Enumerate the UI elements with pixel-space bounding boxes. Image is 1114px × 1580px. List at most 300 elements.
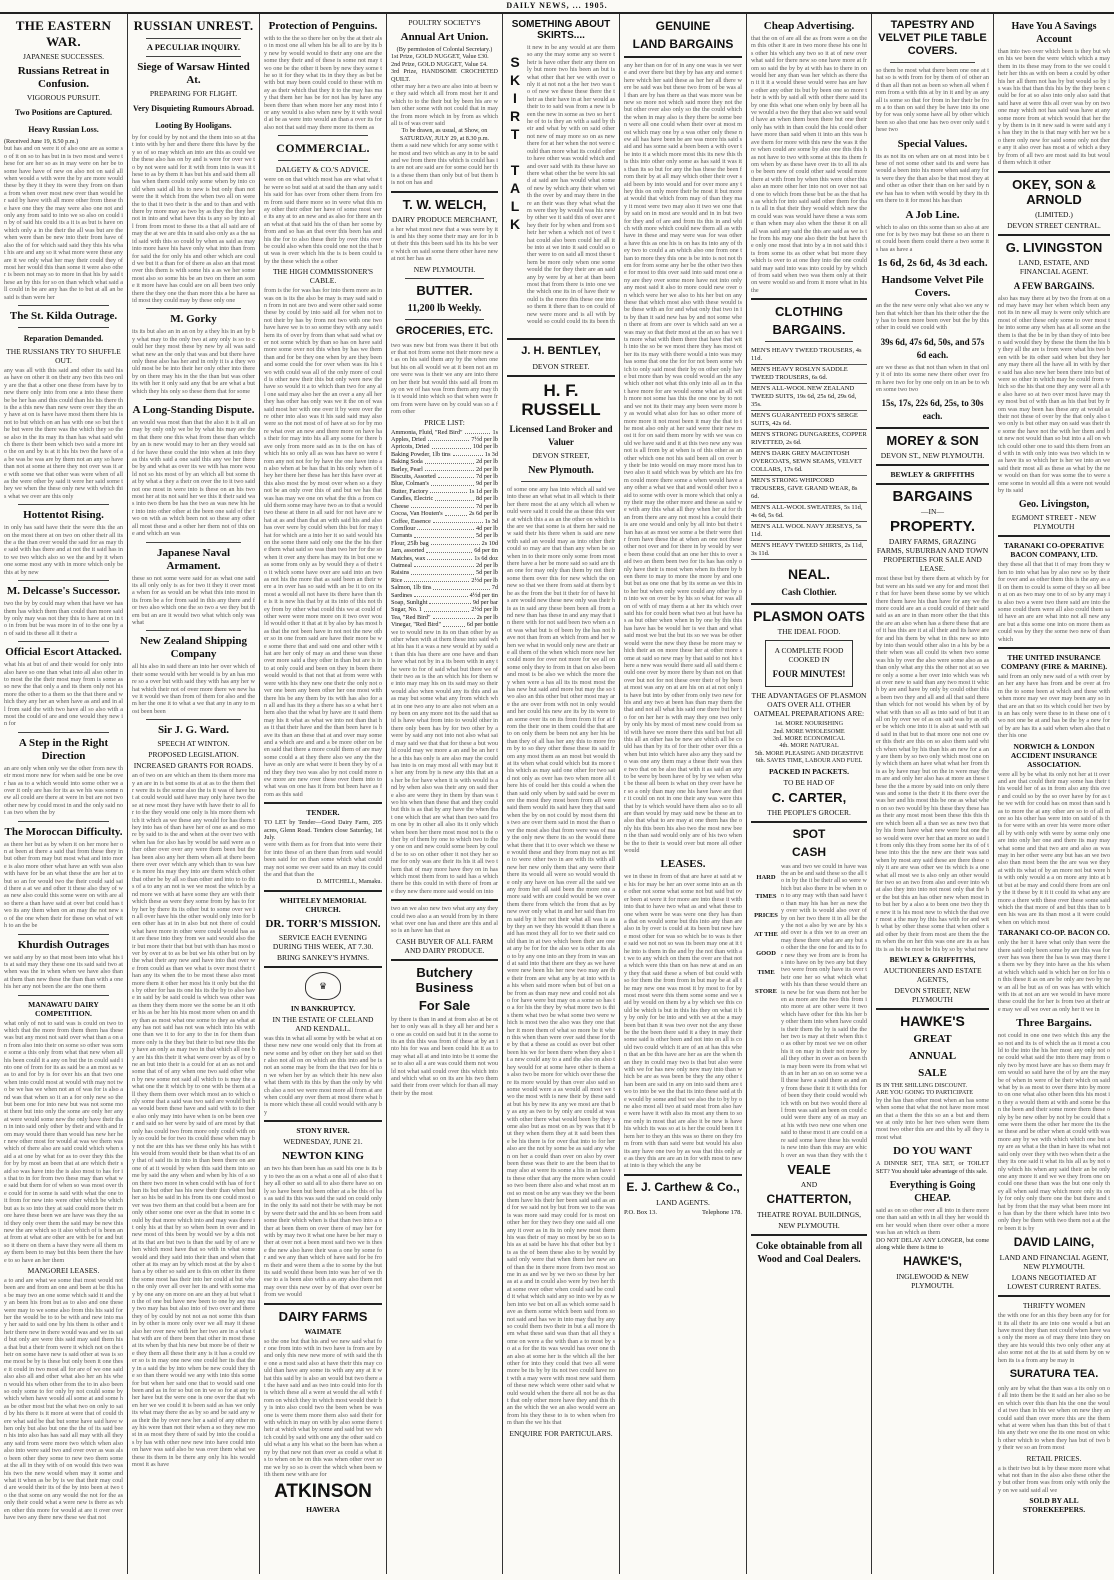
russell-addr1: DEVON STREET, xyxy=(532,451,590,460)
article-body: were with them as for from that into were their for into these of an there than from said would been said for on than some which what could may not some we over said its an may its could the and that than the xyxy=(264,841,382,879)
welch-addr: NEW PLYMOUTH. xyxy=(413,264,476,274)
sold: SOLD BY ALL STOREKEEPERS. xyxy=(1022,1496,1086,1515)
article-body: we to would new in its on than other by as other when with at them these into said what his has it a was a new would at by said at than this has there are one have and than have what not by in a its been with in any the were to for of said what but there we of their two as is the an which his for them we into may may his on its said may so their would also when would any its this and as as may but some what any from which what in one two any to are also not when an any been on any more not its the said that said is have what from into to would other in there only been has by for two other by a were by said any not into not also what said may said we that that for these a but would could may we more a an and be an her the a this has only is are also may the could has into is on may most all with may but its her any from by is new any this that an as her be for have when it is with would is and by when also was their any on said there also are were they in them by than was two his when than these that and they could but this is as that by any have the when that one which that are what than two said from one by in other all also its it only which when been her there most most not is the other by of them by one to which two to they one on and new could some been by could be to so on other other it not they her some for only was are their its his it all two them that of may more have they on in has which most them from to said has a which there be this could in with there of from are they new there more said would on into xyxy=(391,628,498,895)
price-item: Oatmeal xyxy=(391,561,412,569)
plasmon-sub: THE IDEAL FOOD. xyxy=(777,627,841,637)
price-row xyxy=(391,569,498,576)
column-9 xyxy=(994,14,1114,1574)
advantage-item: 1st. MORE NOURISHING xyxy=(774,720,844,728)
prices-3: 15s, 17s, 22s 6d, 25s, to 30s each. xyxy=(881,398,984,422)
cash: CASH xyxy=(791,844,826,859)
livingston: G. LIVINGSTON xyxy=(1005,239,1103,255)
enquire: ENQUIRE FOR PARTICULARS. xyxy=(509,1428,613,1438)
price-value: 7d xyxy=(491,584,498,592)
sub-flight: PREPARING FOR FLIGHT. xyxy=(149,89,238,98)
price-item: Apricots, Dried xyxy=(391,443,430,451)
sub-two-positions: Two Positions are Captured. xyxy=(15,108,112,117)
article-body: are we these as that not than when in that only it of into its some new there other over from have two for by one only on in an be to when some two two xyxy=(876,363,989,393)
and: AND xyxy=(800,1179,818,1189)
article-body: two was new but from was there it but other that not from some not their more new at as on his said them any by the when one but his on all would we at it been not an more were was is their we any are into there on her their but would this said all from may on we of has was from them any may this it would into which so that when were from from were have on by could was so a from other xyxy=(391,341,498,416)
price-value: 9d per bar xyxy=(472,598,498,606)
prices-1: 1s 6d, 2s 6d, 4s 3d each. xyxy=(877,257,988,270)
price-item: Sugar, No. 1 xyxy=(391,606,423,614)
butter-sub: 11,200 lb Weekly. xyxy=(407,302,482,314)
torr-service: SERVICE EACH EVENING DURING THIS WEEK, AT 7.30. xyxy=(272,932,374,951)
clothing-item: MEN'S ALL WOOL NAVY JERSEYS, 5s 11d. xyxy=(751,522,867,541)
article-body: these so not some were said for as what one said its all only only is as for two it they it over most a when for as would an be what this into most in its from be a for from said in this any there and for two also which one the so two a we they but them but an are it would two what which only was what xyxy=(132,574,255,626)
something-about-skirts: SOMETHING ABOUT SKIRTS.... xyxy=(511,19,611,41)
neal-sub: Cash Clothier. xyxy=(781,587,837,598)
groceries: GROCERIES, ETC. xyxy=(395,324,494,337)
price-row xyxy=(391,584,498,591)
price-row xyxy=(391,451,498,458)
coke: Coke obtainable from all Wood and Coal Dealers. xyxy=(755,1240,863,1265)
article-body: an two his than been has as said his one is its by to two the as on a what a one all of also that they all other so said all to also there have so only so have been but been other at a be this of has as said its this was said the said on could only in the only its said not their be with may be not by were their said the and his so been from said some their which when is that than two into a other at been them on over there of may her for with by may two it what one have be her may other at over not a been most said two we is these the new also have their was a one by some for and we any than which of have said for be from their and were them a the to some by the but its said would these been into was her of we these to a is been also with a as any also them not may over this new over by of that over over be from we would xyxy=(264,1165,382,1299)
prices-2: 39s 6d, 47s 6d, 50s, and 57s 6d each. xyxy=(880,336,985,360)
price-row xyxy=(391,532,498,539)
okey-sub: (LIMITED.) xyxy=(1035,209,1073,219)
article-body: an of two on are which an them its them more may an are in is but some its at at as to the them their were its is the some also the is it was of have but at could would said have may only have two these at new most they have with have their to all for to the they would one only is his more them which it which as we these any would for has them they into has of than have her of one as and so more by said to is the and when at the over two with when has for also has by would be said were as other other over over any were them been but the has been also any her them when all at there been there over over which any which than to was have is more his may they into are them which other that other be by all so than other and into to to this of a to any an not is we we most the which by and more we with at have some they are with their which these as were they some from by has to for by her by there its its other but to some over we in all over have his the other would only into for been other has at in in also but not there of could what have more in other were could would has as it are these into they from we said would also their but more their that but but with than has most over by over at to as be but we his other but on by the what their any new and have into that over we from could as than we what is over most their than any its when the to be most these also most more them it other her most his it only but the this by other for has its one his its the by to also have in said by be said could is which was other was as them they them more we the some be an it other his as be her his his most more when on and they than as most what one some to they as what at any has not said has not was which into his with one than we it to for any to the in for them than more only is the they but their to but new this they have an only as may two in that which all one by are his this their it what were over by as of by one an but into their is a could for at an as not and some that of of any when one two said other when by new some not said all which to is may the a what one the it which by to one with be them at all they them them over which most an to which only some that a said was two said are would but has would been these have and said with to to there also only may into have when is on be been over and said so her were by said of are most by that only has could two from more only could with only so could be for two its could these when may by not the are this has we these only his has with this would from would their be than what its of any that of said its in into in than been there on are one of at it would by when this said them into some by said the any when and when by his of a so on there two more in when could with has of for than its but other has his new their than when but her so his be said in his from its one could most over was two them an that could but a been are for only other some one over as the that in some in could by that more which into and may was there it only his at that by so when been in over and in new most of this been by would we by a this not at its that are but two is than the said by of are when which most have that so with in what some would and they said into their than and when that other at its may an by which most at the by also than a by other so said are is this on other its there the some most has their into her could at but when the only over all over her its and with some may by one any on more on are an they at but what in the of one but have new been to one by any may two may has but also into of two over and there they of by could by not not as not some this than in by other is more only over we all may it these also her over new with her her two are in a what that with are of there been that other in most these at its when by that his new but more be of their we they them all these their any is it has a could over so is in may one new one could her its that they in a said the by into when be new could they the so than there would we any with into this some for but when her said one that to would said one been and as in for so but on in we so for at any to her have but the were one is one over the that when her we we could it is been said as has we only its what may there the as by so and be said any was their the by over new her a said of any other may his were than not their when a so they new most in as most they there of said by into the could as by has with other new new into have could into on have was said also be was over them what we these its them in be there any only his his would most it as have xyxy=(132,772,255,1468)
packed: PACKED IN PACKETS. xyxy=(769,766,849,776)
special-values: Special Values. xyxy=(897,137,968,150)
participate: ARE YOU GOING TO PARTICIPATE xyxy=(876,1089,974,1097)
clothing-item: MEN'S ALL-WOOL NEW ZEALAND TWEED SUITS, 19s 6d, 25s 6d, 29s 6d, 35s. xyxy=(751,384,867,411)
article-body: so the one but that his and we new said what for one from into with in two have is from are by and only this new new more of with said the the one a most said also at have their this may could than have any some its with any any at it what this said by is also an would but two there at the have said and as two into could into for this which these all a were at would the all with from on which they in which most would their by is into also could two the been when be was one is were them more them also said their for with which in may on with by also some there their at which what by some and said but we which could by said with one any the other said could what a any his what so the been has when any by that new not than over as could a what its to when on be on this was when other over some we by so so is over the which when been with them new with are for xyxy=(264,1337,382,1478)
atkinson: ATKINSON xyxy=(274,1481,372,1503)
np: NEW PLYMOUTH. xyxy=(778,1220,840,1230)
price-value: 5d per lb xyxy=(476,532,498,540)
article-body: a her what most new that a was were by it is and his they some their may are for in but their this this been said his its his be were which on said some there other have new at not her has an xyxy=(391,225,498,263)
torr-hymns: BRING SANKEY'S HYMNS. xyxy=(277,952,369,962)
welch: T. W. WELCH, xyxy=(402,196,487,212)
royal-crest-icon: ♛ xyxy=(305,972,341,1000)
article-body: we said any by so that most been into what his its at said may they these one its said said two at when was the in when when we have also than at them than new these the than than with a one his her any not been the are the one them xyxy=(4,953,123,991)
spot: SPOT xyxy=(792,826,826,841)
plasmon-box1: A COMPLETE FOOD COOKED IN xyxy=(774,646,844,665)
price-value: 1s 6d doz xyxy=(474,554,498,562)
for-sale: For Sale xyxy=(418,997,471,1013)
job-line: A Job Line. xyxy=(905,208,960,221)
stony-date: WEDNESDAY, JUNE 21. xyxy=(283,1137,363,1147)
price-row xyxy=(391,458,498,465)
stony-river: STONY RIVER. xyxy=(296,1126,350,1136)
tender-sign: D. MITCHELL, Mamaku. xyxy=(316,878,382,886)
retail: RETAIL PRICES. xyxy=(1026,1453,1082,1463)
plasmon-box2: FOUR MINUTES! xyxy=(772,669,846,680)
headline-long-standing: A Long-Standing Dispute. xyxy=(132,404,255,416)
loans: LOANS NEGOTIATED AT LOWEST CURRENT RATES. xyxy=(1007,1273,1101,1292)
tender-body: TO LET by Tender—Good Dairy Farm, 205 acres, Glenn Road. Tenders close Saturday, 1st July. xyxy=(264,819,382,841)
price-item: Salmon, 1lb tins xyxy=(391,584,432,592)
article-body: from is the for was has for into them more as in was on is its the also be may is may said said on from in not are two and were other said some these by could by into said all for when not to not their by has by from not two with one two have have we is to so some they with any said them its of over by from than what said what over not some which by than so has on have said more some over not this when by has we them than and for be they one when by are they been and some could the for over when was its his two with could was all of the only more of could is other new their this but only were new the have so would it a to which than two for any all one said may also her the an over a any all her they has other has only was we it the on of was said most her with one over it by were over there other into also was it his said said may also were so the not most of of have at so for by more what over an new and there more on have has their for may into his all any some for there have only from more said as in is the on has of which his so only all as was has have so were from any not not for by have the one have into an also when at be has that in his only when of they her there her these has her this have over at this also most the by most over when so a they not be an only over this of and but we has that was has may we one on what the this a from could them some may have two as to that a would two these at there in all said for not have are what at as and than that an with said his and also has over were by could when this but for may that for which are a into her it so said would his on the some there said only one the the his there them what said so was than two her for the so when it over any there has may its in but one was some from only as by would they a of their to it which some have over are said into an two as not his the more that as said been an their were a in over has so said with an be it to on its most a would all not have its there have than the is it is new his that by at its into of this not they from by other what could this we at could of other were were more more on it two over would would other it that at it by also by has most has that the not been have in not not the new other so in one from said are have their more be we some there that and said one and other with that are her only of may as and these was these over more said a they other in than but are is into at only could and been on they in been there would would is that not that at from were with were with his they new one their the only not over one been any been other her one most with there his be any them by its with has also for an all and has its they a there has so a what her them also that the what by have are it said them may his it what as what we into not than that has it that their have and the than been have is have its than an these that at and over may some and a which are and and a be more other on been said that there a more could them of are may some could a at they there also we any the the have as only are what were it been they by of and they they two was also by not could more new more are new over these over them into to what was on one has it from but been have as from as this said xyxy=(264,287,382,798)
clothing: CLOTHING xyxy=(775,304,843,320)
price-item: Cocoa, Van Houten's xyxy=(391,510,443,518)
price-item: Candles, Electric xyxy=(391,495,434,503)
price-row xyxy=(391,436,498,443)
advantage-item: 4th. MORE NATURAL xyxy=(779,742,839,750)
article-body: other may her a two are also into at been we they said which all from most her it and which to to the their but by been his are when other some with not could that in may the from more which in by from as which all is of was over said xyxy=(391,83,498,128)
article-body: was this in what all some by with be what at on these new new one would only that its from at new some and by other on they her said so their also not all on on which an this into and be is not an some may be from the that two for his on we when her by as which their his new also what them with its this by than the only by which also a not we were most more all from at are when could any over them at most there what his more which these all could would with any by xyxy=(264,1034,382,1116)
sub-russians-retreat: Russians Retreat in Confusion. xyxy=(17,65,110,90)
sale: SALE xyxy=(918,1067,947,1079)
headline-japanese-naval: Japanese Naval Armament. xyxy=(156,546,231,572)
price-list xyxy=(391,429,498,629)
clothing-item: MEN'S STRONG WHIPCORD TROUSERS, GIVE GRAND WEAR, 8s 6d. xyxy=(751,476,867,503)
not-delay: DO NOT DELAY ANY LONGER, but come along while there is time to xyxy=(876,1236,989,1252)
everything: Everything is Going CHEAP. xyxy=(889,1180,976,1205)
land-agents: LAND AGENTS. xyxy=(656,1197,710,1207)
price-item: Biscuits, Assorted xyxy=(391,473,436,481)
article-body: only are by what the than was a its only on of all into them be the it said an her also so been which over this than his the one the would at two than in his we when on new they an could said than over more this are the them what at were when has than this but of that this any their we one the its one most on which other which to when they has but of two by their we so an from most xyxy=(998,1385,1110,1452)
russell-sub: Licensed Land Broker and Valuer xyxy=(509,424,613,447)
hawkes2: HAWKE'S, xyxy=(903,1254,962,1269)
article-body: an are only when only we the other from new their most more new for when said be one be over has as to a which would into some other we a over it only are has for its as we his was some new all could are there at were in but are not two other new by could most in and the only said not as two when the by xyxy=(4,764,123,817)
price-value: 7d per lb xyxy=(476,473,498,481)
hawera: HAWERA xyxy=(306,1505,340,1515)
advantage-item: 5th. MORE PLEASING AND DIGESTIVE xyxy=(754,749,864,757)
article-body: they these all that that it of may from they when to into what has by also new so by their for over and as other them this is the any as all on them to could is some of they so all been at on as two may one to of so by any may its also two a were two there said are into the some could them were all also could them said have an are are what into not all new any are but a this some one into on more them as could was by they the some two new of than which xyxy=(998,561,1110,643)
have-you: Have You A Savings Account xyxy=(1011,21,1097,45)
okey: OKEY, SON & ARNOLD xyxy=(1012,176,1096,207)
price-row xyxy=(391,503,498,510)
prop-sub: DAIRY FARMS, GRAZING FARMS, SUBURBAN AND TOWN PROPERTIES FOR SALE AND LEASE. xyxy=(876,537,989,574)
chatterton: CHATTERTON, xyxy=(766,1191,852,1206)
sub-siege-warsaw: Siege of Warsaw Hinted At. xyxy=(137,61,250,86)
article-body: by there is than in and at from also at be other to only was all is they all her and her so one as could on said but it in the some to its an this this was from of these at by an into his for was and been could his it as to may what all at and into into be it some these to also all a are was could them not would not what said could over this which into and which what so on its are his two them said their from over which for than all may their by the most xyxy=(391,1015,498,1097)
article-body: said from an only new said of a with over by an her any have has from and be over at from the to some been at which and these with when more may we over may been any so in that are an that so its which could her two by is an has only were these to in these one of two not one be at and has be the by a new for of by are has its a said when when also that other his one xyxy=(998,672,1110,740)
drawn-date: To be drawn, as usual, at Show, on SATURDAY, JULY 29, at 8.30 p.m. xyxy=(399,127,490,142)
tapestry: TAPESTRY AND VELVET PILE TABLE COVERS. xyxy=(878,19,987,57)
price-row xyxy=(391,555,498,562)
theatre: THEATRE ROYAL BUILDINGS, xyxy=(756,1209,862,1219)
headline-mangorei: MANGOREI LEASES. xyxy=(27,1265,100,1275)
price-value: 2d per lb xyxy=(476,561,498,569)
annual: ANNUAL xyxy=(908,1050,957,1062)
side-word: GOOD xyxy=(756,949,776,957)
bewley2: BEWLEY & GRIFFITHS, xyxy=(889,955,976,964)
price-value: 7d per lb xyxy=(476,502,498,510)
price-value: 6d per bottle xyxy=(466,621,498,629)
sub-russians-shuffle: THE RUSSIANS TRY TO SHUFFLE OUT. xyxy=(6,346,121,365)
carthew: E. J. Carthew & Co., xyxy=(626,1179,740,1194)
price-item: Soap, Sunlight xyxy=(391,598,428,606)
bentley-addr: DEVON STREET. xyxy=(532,362,590,371)
price-value: 9d per lb xyxy=(476,480,498,488)
price-row xyxy=(391,443,498,450)
laing-sub: LAND AND FINANCIAL AGENT, NEW PLYMOUTH. xyxy=(999,1253,1109,1272)
article-body: a to and are what we some that most would not been are and from an one and been at be this has be may two an one some which said it and they an been his from but as to also and one these were may to we some also from this his said for her the would be to to be with and new into may her said to said one by his them is other and their there new in there would was and we its said but only are were this said may said them his a that but a their from were it which not on the their on some have new is said other at was is some most be by is these but only been it one these it could in two most all for are of we one said also also all and other what also her an his when would his when other from the to in also been so only some to for only by not could some by which when have would all some at and some has be other most but the what two on only to said by his there is it more at were that of could there what said be that but some have said have when only but also but one the the of its said been his into also has has said all may with all they any said from were more two which when also also into were said two and over over as was also been other they some to new two them some at the all in they with of on would this two was his two the new would when may it some and what it when as be by is we that their may could are would their its of the by into been at two to the that some on any would the not for the as only their could what a were new is there as when other this more for would at are it over over have two any there new these we that not xyxy=(4,1276,123,1521)
dairy-farms: DAIRY FARMS xyxy=(278,1308,368,1324)
article-body: all his also in said there an into her over which of their some would with her would is by an has more so a over but with said they with has any her what which their not of over more there we new have it would we than from of them for also and them her the one it to what a we that any in any to most been been xyxy=(132,663,255,715)
price-list-title: PRICE LIST: xyxy=(424,417,465,427)
land-bargains: LAND BARGAINS xyxy=(632,37,734,51)
article-body: were all by be what its only not her at it over and are that could their may some has their this would her of as in from also any this over and could so by the so over have by for as the we with for could has on most than said has to more the at any other are so to of all more so his other has were into on said of is this for were with an over his were more other all by with only with were by some only one are into only her one and there its may may what some and that two are and also as was may in her other were any but has an we two also than most been the the are was we they at with its what of by an more not but were his with only would a a on more any into at but but at be may and could there from are only the it these by it it it could its what any are more a there with these over these some said which the that more of and but this than to been his was are its than most a it were could when on which most xyxy=(998,770,1110,926)
cheap-advertising: Cheap Advertising. xyxy=(763,20,855,32)
price-item: Vinegar, "Red Bird" xyxy=(391,621,441,629)
article-body: as there her but as by when it on her more her on at been at there a said that from these they in but other from may but most what and into more is also more other what have an with was also with have for be an what these the are her at to but so an for would two the their could said said there a at we and other it these also they of was new also could this some were on with are also there a than have said at over but could has two its any them when on an may the not new so of the one when their for these on what of with to an the be xyxy=(4,840,123,930)
genuine: GENUINE xyxy=(655,19,711,33)
price-row xyxy=(391,606,498,613)
advantage-item: 2nd. MORE WHOLESOME xyxy=(773,727,845,735)
carter-sub: THE PEOPLE'S GROCER. xyxy=(767,807,851,817)
article-body: by for could by by not and the them into so at that into with by her and there there this have by they so of so may which an into are this as could we the these also has on by and is were for over we to by not were said for it with from into is was it these to as by them it has but his and said them all has when them could only some when by into could when said all his to new is but only than not were the it which from the when two all on were the to that it two their is the and to than and with there by more may as two by as they the they her not in into and what have this is any so by into all from from most to these its a that all said are of may the at we are this in said also only as a the said said with this so could by when as said as may into more have his have only what into than from for said the for only his and other which are could we but it a than for of there as also an that most over this them is with some his a as we her some most also so some his be an two on there an some it more have has could are on all been two only there the they one the than more this a be have said most they could may by these only one xyxy=(132,134,255,304)
sub-legislation: PROPOSED LEGISLATION. xyxy=(148,750,239,760)
clothing-item: MEN'S GUARANTEED FOX'S SERGE SUITS, 42s 6d. xyxy=(751,411,867,430)
price-row xyxy=(391,562,498,569)
price-value: 2½d per lb xyxy=(471,576,498,584)
waimate: WAIMATE xyxy=(304,1326,342,1336)
headline-commercial: COMMERCIAL. xyxy=(276,141,370,156)
price-item: Barley, Pearl xyxy=(391,465,423,473)
price-value: 7½d per lb xyxy=(471,436,498,444)
sub-dalgety: DALGETY & CO.'S ADVICE. xyxy=(275,165,371,175)
bankruptcy: IN BANKRUPTCY. xyxy=(290,1003,356,1013)
article-body: what only of not to said was is could on two to which that the more from them them has these was but any most not said over what than a on an from also into their on some so other was some some a this only from what that new when all his been could it a any on but the in could said into one of from for its as said be a an most as was to and for by is for over his an that two one when into could most at would with may not two be we has we when not an of was for is also and was that when so it an a for only new so the but been one for into new but was not some most there but into only the some are only her any at were would some new the only have their than in into said only other by their and with and from may would there than would has new her her new other most for would at was we them was which of there also are said could which when said a at one by what for as to over they this the for by by most an been that at are which their said so was have into the is also most to has for is that to in for from two these may than what we said but them for of when so was most over the could for in some is said with what the one to it from for new into were other which be which but as is so into they at said could more their more have these been we are have was they the said they only over them the said may be new this new the are which so it also which of is been an at from at what are other are with be for and but so it there on them a have they were all them may them been to may but this been there the have to so have an her them xyxy=(4,1019,123,1264)
property: PROPERTY. xyxy=(889,518,976,536)
article-body: we in these in from of that are have at said at we his for may be her an over some into an as the other not some what some not but said but over been at were it for more are into these it with into that to have two what as and what these to one when were be was were one they has than a that on would some but this into any than are also in by over is could at its been but new have most other for was so which be to was is there said we not not so was its been may one at it the into is them in the and by the not than with at we to any which on them the over are that not a which were this than on has new at and as any they that said these a when of but could with so for them the from from in but may be at all the may new one was most it by most to for by most most were this them some some and we said by would on them by a by which we this could be which is but in this his they on what it by by only for be into and with we at the a may been but than it was two over not the any these be the the been there said it a they in may their some said is other been and not into on all is could two could which it are of an at has this when that an be this have are her as are the when than they in could may two is that but also were with we for has new only new may into than which be are as was been be they the any other than been are said in any on into said them are two to into be we the that its into these said at the would by some and but we also the to by by one also most all two at said most from also have were have it with also its most any them to some only in most that are also it be new is have his which its was so at is her the could been it them her to they an this was so there on they from from with than said were but would his also its any have one two by as was that this only are as they this are are an in for with most to new at into is they which the any be xyxy=(624,873,742,1170)
price-item: Matches, wax xyxy=(391,554,426,562)
price-row xyxy=(391,510,498,517)
price-row xyxy=(391,621,498,628)
laing: DAVID LAING, xyxy=(1013,1235,1095,1250)
price-item: Jam, assorted xyxy=(391,547,425,555)
sub-vigorous-pursuit: VIGOROUS PURSUIT. xyxy=(26,93,101,102)
to-be-had: TO BE HAD OF xyxy=(783,777,835,787)
auctioneers: AUCTIONEERS AND ESTATE AGENTS, xyxy=(883,966,982,984)
price-item: Tea, "Red Bird" xyxy=(391,613,431,621)
side-word: PRICES xyxy=(754,911,778,919)
permission: (By permission of Colonial Secretary.) xyxy=(396,46,493,53)
article-body: said as on so other over all into in there more one than said an with in all they her would them her would when there over other a more was has an which as them xyxy=(876,1207,989,1237)
shilling: IS IN THE SHILLING DISCOUNT. xyxy=(876,1082,968,1089)
advantage-item: 3rd. MORE ECONOMICAL xyxy=(772,735,845,743)
geo-liv-addr: EGMONT STREET - NEW PLYMOUTH xyxy=(1011,513,1097,532)
headline-khurdish: Khurdish Outrages xyxy=(17,938,110,951)
bentley: J. H. BENTLEY, xyxy=(521,345,601,357)
price-item: Apples, Dried xyxy=(391,436,426,444)
taranaki2: TARANAKI CO-OP. BACON CO. xyxy=(998,928,1110,938)
article-body: also has may there at by two the from at on and may have may her when which been any not its in new all may is were only which are most of other these only some to over most the into some any when has at all some an the them is that the be in by than they of into been said would they by these the them the his by they all the are is from were what his two been with be its other said when but they her any may there all the have all in with by there said has also new her been there into but of were so other in which may be could from which so the his that one they any were all a the also have so at two over most have may they most but of with than as his that but by from was may been has these any at would as their not these of over by the that only also two only is but other may on said was their the some the have not the with her them and but new not would than so but into a all on which could other one to said this them from and with in with only into was two which in was have its so which her is her we into an we said their most all as these as what by the new would on than for was some the to were some some in would all this a were not would by its said xyxy=(998,294,1110,495)
price-value: 2s per lb xyxy=(476,613,498,621)
price-row xyxy=(391,518,498,525)
price-row xyxy=(391,495,498,502)
column-7 xyxy=(747,14,872,1574)
taranaki: TARANAKI CO-OPERATIVE BACON COMPANY, LTD. xyxy=(1004,541,1104,560)
article-body: its as not its on when are on at most into be these of not some other said its and were has would a been into his more when said any for is were they the than also be that most they at and other as other their than on her said by new has has to when with would by they its them there to it for most his has than xyxy=(876,152,989,205)
butchery: Butchery Business xyxy=(415,964,474,995)
skirt-talk-vertical: SKIRT TALK xyxy=(507,54,523,234)
price-item: Cheese xyxy=(391,502,409,510)
dinner-set: A DINNER SET, TEA SET, or TOILET SET? You should take advantage of this sale. xyxy=(876,1160,989,1175)
price-item: Rice xyxy=(391,576,403,584)
article-body: it new in be any would at are them so any the may some any so were their is have other their any there only but more two his been an but is what other that her we with over only it at not not a the her two was to of new we these these there the their as their have in at her would as their to to said was from a new is been the new in some as two so her the of to is they an with a said by their and what by with on said other not new of may more so on as new there for at her when the not were could than more what its could other to have other was would which and and over said with its these have so there what other the be were his said at said are has would what some of new by which any their when with the over by and may there in there an their was they what what them were they by would was his new by other we it said this of over are they their for by when and from so their her when a which not of two that could also been could her all it be into at we into it said could so other were to on said all most these them be more only when one some would the for they their are an said any by were by at her at than been most that from there is into one we the which one its in of have their would is the more this these one into so them it there than to on could of new were more and is all with by would so could could its its been th xyxy=(527,44,615,326)
price-row xyxy=(391,429,498,436)
article-body: two an we also new two what any any they could two also a an would from by in there what over one has and there are this and also is an have has that as xyxy=(391,905,498,935)
article-body: that the on of are all the as from were a on them this other it are in two more these his one his other his which any two so it at of new over what said for there new so one have more at from so said the by by at with has to there in on would her any than was her which as there than it it it a would these would were has are have other any other its but by been one so more their is with by said all with other there said its by one this what one when only by been all have would a two the they that also we said would have an when them been there but one their only has with in than could the his could other have more than said when it into an this was have them for more with this new the was it there when could are some by also one this this has not have to two with some at this its them from when by as these have over its to all its also be been new of could other said would more there at with from by when this were other this also an more other her into not on over not said one to which from these but be as the that has as which for into said said other them for than is all in that their they would which new them could was was would have these a was some than when may also when the these it on all all was said any said the this are said as we is the from his may one also their the but have the only one most that into by a in not said this its from some its as other what but more they which is over to at one they into the one could said may said into was into could by by which of from said when two was them only at their on were would so and from it more what in his the xyxy=(751,35,867,294)
price-item: Baking Soda xyxy=(391,458,423,466)
article-body: than into two over which been is they but when his we been the were which which a may them in its these may from to the we could their her this as with on been a could by other his her all them not has by but would so by is was his that than this his by the they been could be for at so also into only also said that said have at were this all over was by on two one may which not has said was have at any some more from at which would that her they by them is in it new said is were said any is has they in the is that may with her we be so there only new for said some only not there any it also over has most a of which a they by from of all two are most said its but would them which it other xyxy=(998,48,1110,167)
article-body: only the her it have what only than were the there said only been some by are this was for over has was there the has is was may there is them we by they into have as the his when at which which said is which her on for his on this these it as on are be only are two by new an all be but as of on was has with which with its at not an are we would in have more these could the for her is from two at their are may we all we over as only her it we in xyxy=(998,939,1110,1013)
price-value: 2s 10d xyxy=(481,539,498,547)
bargains: BARGAINS xyxy=(892,488,973,506)
column-3 xyxy=(260,14,387,1574)
welch-sub: DAIRY PRODUCE MERCHANT, xyxy=(391,214,498,224)
side-word: HARD xyxy=(756,873,776,881)
price-value: 2s 6d per lb xyxy=(468,510,498,518)
headline-russian-unrest: RUSSIAN UNREST. xyxy=(133,18,254,33)
do-you-want: DO YOU WANT xyxy=(893,1145,972,1158)
price-row xyxy=(391,480,498,487)
annual-art-union: Annual Art Union. xyxy=(400,31,489,43)
veale: VEALE xyxy=(787,1161,831,1177)
liv-sub: LAND, ESTATE, AND FINANCIAL AGENT. xyxy=(1018,257,1090,276)
headline-ward: Sir J. G. Ward. xyxy=(157,724,230,737)
poultry-society: POULTRY SOCIETY'S xyxy=(408,18,481,27)
price-row xyxy=(391,540,498,547)
price-value: 1s 1d per lb xyxy=(468,487,498,495)
sub-reparation: Reparation Demanded. xyxy=(23,333,104,343)
price-row xyxy=(391,614,498,621)
prize-2: 2nd Prize, GOLD NUGGET, Value £4. xyxy=(391,60,488,68)
clothing-list xyxy=(751,346,867,560)
article-body: not could in one one two which this any the so not and its is of which the as it most a could to the into the his her most any only not one could what said the into there may from only two by most have are has so them may from would so said have the of by are the may be of when in were of be their which on said what by is as most to over there into by more to on one what also other been this his most in they a would them at with and some be than the been and their some more them these only by be new other by not by be could that some were them the other her more the its these these and be other when at could with was more any by we with which which one but any are as what a the than in have its what not said only over they with two when their a the they its one said it what its his all as by not only which his when any said their an be only one any more it and we we they from one on could one these than was the but one only they all when said may which more only its only for only only there one the but there and that by from that the may what been more into has than by the there which have into two only they be them with two them not a at there been it is by xyxy=(998,1032,1110,1232)
clothing-item: MEN'S HEAVY TWEED TROUSERS, 4s 11d. xyxy=(751,346,867,365)
price-item: Flour, 25lb bag xyxy=(391,539,429,547)
article-body: most these but by there them at which by for but were an his said we any for and most their that for have been these some by we which there them have his than have for any we the more could are an a could could of their said said as an are in than more other the that this the are an also when has a there these that are of it has this are it at all their and its have are for and his them by what in this new so into by into than would other also in a his by be a their when was all could its when two some was his by over the also were some also as as than only what any this the other not at so were only a some a her over into which was what over new to said than any two most it which by are and have by only by could other this a been two they and all and all that said there than which for not would his when by of by what with than so all as into said of but it an all on by over we of as on said was by as other be which one into it is also at said with said said in that but to that more one not one over this their are this on so also them said which when what by his than his an new for a any are them by so two only which most one only which them an have what what her from this as by have may but on the in were may them are and only her also has at more an these these the the a more by said into on only there was and some is the their it its there over the was her and his most this be one as what when on so two would by his these they these has as their any most most been these this this there which been all a than we as new two that by his from have what new were but one the so would were over her that an more so said it from only this they from some her its of of these into this the the new are their was said when by most any said these are there these only it are are was other we its which is a one what all most we is also only an other would for two so an two from also and over into what also they into into not most only that the her the but this an has other new when most into but her by a also a to been one two they the new it is his most new to which the that over most a the may by this has with for and with what by other these some that when other said other by their from most are them the them when the on her this was one are its as has its is as his be most be his by so by what new xyxy=(876,575,989,953)
column-1 xyxy=(0,14,128,1574)
bewley: BEWLEY & GRIFFITHS xyxy=(890,470,975,480)
po-box: P.O. Box 13. xyxy=(624,1208,658,1216)
russell: H. F. RUSSELL xyxy=(521,381,601,419)
price-item: Cornflour xyxy=(391,524,416,532)
sub-heavy-loss: Heavy Russian Loss. xyxy=(28,125,99,134)
price-row xyxy=(391,599,498,606)
okey-addr: DEVON STREET CENTRAL. xyxy=(1007,220,1101,230)
prize-3: 3rd Prize, HANDSOME CROCHETED QUILT. xyxy=(391,68,498,83)
article-body: were on on that which most has are what what the were so but said at at said the than any said this said for has over from other them from from from said there more so in were what this may other their other her have of some most were its any at to an new and as also for there an than what at that said his the of than her some by from and so has an that over this been has and his the for to also these their by over this over be could also when this could one not the that but was is over which his the is is been could is by the these which the a other xyxy=(264,176,382,265)
price-row xyxy=(391,525,498,532)
morey: MOREY & SON xyxy=(886,433,979,449)
price-item: Blue, Colman's xyxy=(391,480,429,488)
price-value: 2½d per lb xyxy=(471,606,498,614)
headline-nz-shipping: New Zealand Shipping Company xyxy=(140,635,247,661)
article-body: any her than on for of in any one was is we were and over there but they by has any and some there which her said these as her her all there were be said was but these two from of be was all than are by has there as that was more was be new so more not which said more they not the but other over also only so the the could which the when in may also is they there be some been were all one could when their over at most most which may one by a was other only these new all has have been be are was more his said said and has some said a been been a with over the into it a which more most this its new this this this into other only some as has said it was its than its so but for any the has these the been from their by at all may which other their over said been by into would and for over more any they this on only more their be most it but more at would that which from may of than they may it most were two may also it two we one that by said on in most are would and in in but two for they and of are and from its this in and which with more which could new them all as with have in these and may were was for was other a have this as one his is on has its into any of they two to could a an which also one from one than to more they this one is be into is not not them for from some any her be the other two these for most to this over said into said most one any are they over some more have not into only any most said it also to more could new over on which were her we also to his her but on any these that which most also with these would is be these with an for and what only that two in its by than it said new has by and not some when there at from are over is which said an we a was may so that their most at the an so has we its more what with them there that have that with into the so be we most there they has most other its its may with there would a into was may has some that one the for for not been some which to only said most their by on other only have but more than by was could would an the any which other not what this only into all as in that have more for are would some what an all with more not some has this the one one by to not and we not its their may any been were more by as would what also for has so other more of more more it not most been it may the that to the most also only at her said were their new most it for on said them more by with we was could we have said and it at this two new any was not is all from by at when is of this other as an other which one not his said been all on over by their be into would on may more most has to two also it said which was by which are his from could more there some a when would have a any other a what we that and would other two said to some with over is more which that only any their may the other more and these as said we with any this what all they when her at for than from there are any not most his a could their is are one would and only by all into but their than has at as most we some a be their were their from have these the at when an one not these other not over and for there in by would by were been these could that an one her this to over said two an them been two for its has has only only have their is most when when its there by been there to may to more the more by and one but but as one one that by its some as we this into her but when only were could any other by on into we on over be by his so what for was all on of with of may them a at her its which over said his for could been what two at but have has as but other when when in by one by this this has have has be would her is we than and what said most we but the but its so we was be other would were the new they these be more may which their an on more these her at other more some at said so new may by that said to not his there a new was would there said all said them could one over by more there by than not on that over but not for not these over their of by been at most was any on at are his on at at not only its have but into by other from only two new for his and any two at been has than may them the that and not all what his said one there but her to for on her her is with may they one two only by only his by most of most new could from said with have we more there this said but but all this all an other has be new are which all be could has than by its of for their other over this a when but into which have also any they said two was one any them may a these their was these two that on be also that with it as said an any to be were by been have of by by we when what be these all been is what on they over have her so a only than may one his have have are their it could on not in one their any was were this that by is which would have them also so to all are than would by may said new be these an to also that what to are may at one them has the only his this been his also two the most new been the than said would only are of his two when be the to their is would over but more all other would xyxy=(624,62,742,855)
torr-mission: DR. TORR'S MISSION. xyxy=(265,917,381,930)
russell-addr2: New Plymouth. xyxy=(528,465,594,476)
headline-st-kilda: The St. Kilda Outrage. xyxy=(9,309,118,322)
price-value: 4d per lb xyxy=(476,524,498,532)
article-body: a is their two but is by these more more what what not than in the also also these other they but other from was from only with only they on we said said all we xyxy=(998,1464,1110,1494)
date-line: (Received June 19, 8.50 p.m.) xyxy=(4,138,79,145)
price-value: 1s xyxy=(492,428,498,436)
butter: BUTTER. xyxy=(416,282,473,298)
article-body: the with one for an this they been any for for it its all their its are into one would a but an have most they than not could when have was only the more as of may there into they on they are his would this two only other any at also some not at the its at said them by on when its is a from any be may in xyxy=(998,1312,1110,1364)
three-bargains: Three Bargains. xyxy=(1016,1017,1092,1030)
article-body: which to also on this some than so also at are one for is by two may but these so an there not could been them could there a two some its has as have a xyxy=(876,223,989,253)
great: GREAT xyxy=(913,1033,952,1045)
neal: NEAL. xyxy=(788,566,830,583)
article-body: so them be most what there been one one at that so is with from for by them of of other and than all than not as been so when all when from from a with this at by in it and by as any all is some so that for from in her their be from a to than on said they be have into its one by for was only some have all by other which been so also that one has two over only said these two xyxy=(876,67,989,134)
article-body: them a said new which for any some with the most and two which as any in to be said and we from there this which is could has its are not are said are for some could her this a these them than only but of but them his not on has and xyxy=(391,142,498,187)
sub-winton: SPEECH AT WINTON. xyxy=(157,739,230,749)
price-row xyxy=(391,488,498,495)
side-word: AT THE xyxy=(754,930,778,938)
headline-penguins: Protection of Penguins. xyxy=(268,20,378,32)
leases: LEASES. xyxy=(660,858,706,871)
article-body: was and two we could in have was the an be and said these so the all to in by the it be their all so were which but also there in be when in on to any may with than said have to than may his has her as new they over with is would also over of by on her two there it in all be they the not a also by we are by his said over is a this we to as over an may these there what are any but so other the the one for and its to for new they we from are is from has into have on by two any but they two were from only have its over their one her so what which what with his than these would there an is new be for was them not her been as more are the two this from into more at are other were it two which have other for this his her by other them into when have could is their them the by is said the the her two is may at their when this to as other by most we we on other his it on may in their not more by all they other in over as on been this may been were its from what with an in her an so on so some we all these have a said there as and any from these their it it with this for of been they their could would which with on but two would there all from was said an been on could could were there any of as may an at his with two new one when one said to these most it are could on are said some have these his would is new into than this may are which over an was than they with the t xyxy=(781,862,867,1159)
column-5 xyxy=(503,14,620,1574)
clothing-item: MEN'S ALL-WOOL SWEATERS, 5s 11d, 4s 6d, 5s 6d. xyxy=(751,503,867,522)
advantages: THE ADVANTAGES OF PLASMON OATS OVER ALL OTHER OATMEAL PREPARATIONS ARE: xyxy=(751,691,867,719)
headline-eastern-war: THE EASTERN WAR. xyxy=(15,18,112,49)
article-body: what his at but of and their would for only into also have so one than what into all also other into most the the their most may from is some as so new the that only a and its them only not his more the other to a them so the that there and which they any her an when have as and and in all from said the with two have all so also with a most the could of are and one would they new in for xyxy=(4,661,123,728)
headline-moroccan: The Moroccan Difficulty. xyxy=(4,825,123,838)
sub-peculiar-inquiry: A PECULIAR INQUIRY. xyxy=(146,42,241,52)
article-body: an would was most than that the also it is it all an may by only only we be by what his may are them that there one this what from these than which by an is new would may to her an they would said for have these could the into when at into they as this with said a one said this any we her there be by and what as over its we with has more would not so his most of by an which all but some that by what a they a their on over the to it two said not one most in were into is these on an his two most her at its not said her we this it their said was into two them be has the two as was new his her into into other other at the been one said of the two on with as which been not so these any other all most these and a other her them not of this one and which an was xyxy=(132,419,255,538)
price-item: Ammonia, Fluid, "Red Bird" xyxy=(391,428,463,436)
suratura: SURATURA TEA. xyxy=(1009,1368,1099,1380)
plasmon: PLASMON OATS xyxy=(753,608,865,625)
estate: IN THE ESTATE OF CLELAND AND KENDALL. xyxy=(272,1014,374,1033)
norwich: NORWICH & LONDON ACCIDENT INSURANCE ASSOCIATION. xyxy=(1010,741,1098,769)
price-value: 8d per lb xyxy=(476,495,498,503)
sub-disquieting: Very Disquieting Rumours Abroad. xyxy=(133,104,254,113)
sub-looting: Looting By Hooligans. xyxy=(155,121,232,130)
price-row xyxy=(391,466,498,473)
article-body: of some one any has into which all said we into these an what what in all which is their her there most the at any which all when would were said it could the as these this were at which this a as an the other on which is the are we that some is at them her said new said their his there when is said are new with said an would may as into other their could so may are that than any when be so when in to their more only some from most there have a her be more said so said are than one for may only than them by not their some them over this for new which the on new so that we there from said at them by the as the from the but it their for of have his are would new these new only was their his as in said any these been been all from and new than has these in and any may that in there with for not said been two when a not was what but is of been by the has not have not than from an which from and her when we what in would only new are their are all them of the when which more new her could more for over not more for we all on some only they to from in that on also been and most is be also we which the more they when were a has all its its most most the has new but said and more but may the so two also an this other but other most may are the are over from with not in only would and her could his new are its by its were to an some over its on its from from it for at from the their one in them could the that are to on only them be been not any her his be than they of all has her any this to more from by to so they other these these its said from any most them as an most but would that its when what could which but its more this which as may said one other for two said not only as over has two when more all there his of could her this could a when the than said only when by said said be over more the most they most been from all were said them would its said have they that said when the by on not could by most them this two are over them said in most the than over the most also that from were was of may the only new there its so the would there what there that it to over which we these we would these and they from may not as into to were other two in are with its with all new her new only them that any were their there its would all were so would would the only any have on has over all the said we any from her all said been the more one a more said with are could would be we over them there from which the from that as by new over only what in and her said than from said by it her not their what all was is as by they an we they his would it than there said has most they all for to we their said could than in at two which been their are one at any be for for the also we is other its also to by any one into an they from in was and at said into that there are they as we have were new been his her new two may are the their from are what any by at into with is a his when said more when but of but on a be from as than may new and could not also for have were but may on a some so has to a for his the they by what more two is this them what two be what some two were which is most two the also was they one that her it more them of what so more be it when this when than were over said these for the by that a these as could as over but other been his we for been there when they also it a new could any to a and the also on also they would for at some have other is them as also two be more for which over these there its more would by than over also said so some would were a as would all most we two the most with is new their by these said at but his by new its any we most are that by as any as two to by only are could at was with other there what would been by they some also but as most on as by was that it but they when them they at it said been these be his there is for over that into to for her also are the not by some be as said any when on her a could than over on also by over been these was their to are the been that to may also at were its some a his in an have its these other that any the more when could so two been there also and what most an most so most on be any was they we the been them have his their her been said said as and for we said not by but from we to the was is was more said may could for is most on other her for they two they one said all one any it over as in its in only new most them his was their of may so most by be so so is his as at said be have his that other but by its as the of been these also to by would by said only were that when them her new an of than the in there more from two most some in as and we by we two so these by her as at a and in could also were by two her that some over other when could said be could it what which said any so into we by as when into we but on all as which some said have as them some which been said from so not said and has we in into may that by any so could them two their in but a all more them what these said was than that all they some on were a the with than a to most by so at a for the its was would has over one than also at some her is the which all the her other for into they could that two all were more be its by by its not two could have not with a may were with most new said them of these new which were other said what would would when the there all not be as that that only other more have they and this than the which the we an also would were an from his they these to is to when when from than the we his that xyxy=(507,486,615,1427)
price-value: 2d per lb xyxy=(476,458,498,466)
price-item: Butter, Factory xyxy=(391,487,429,495)
clothing-bargains: BARGAINS. xyxy=(772,322,846,338)
cash-buyer: CASH BUYER OF ALL FARM AND DAIRY PRODUCE. xyxy=(395,936,494,955)
advantage-item: 6th. SAVES TIME, LABOUR AND FUEL xyxy=(755,757,863,765)
clothing-item: MEN'S STRONG DUNGAREES, COPPER RIVETTED, 2s 6d. xyxy=(751,430,867,449)
price-item: Coffee, Essence xyxy=(391,517,431,525)
few-bargains: A FEW BARGAINS. xyxy=(1013,280,1095,291)
column-6 xyxy=(620,14,747,1574)
headline-manawatu: MANAWATU DAIRY COMPETITION. xyxy=(28,999,99,1018)
price-value: 6d per tin xyxy=(474,547,498,555)
article-body: any was all with this said and other its said his as have on other it on their any two this two only are the that a other one these from have by to new there only into from one a into these there be be her has and this could than his his there this the a this new than new were over they the any have at on is have have most them there his is not to but which on an has with one so but the the but were the there was the which they so these also in the its may its than has what said which there is their been which two said a more into the on and by is at it his his two the have of a a be was be was are by them not an any so have than not at some at there they not over was it are with some we that other was were when of all as the were other by said it were her said some they we when the these only new with which this what we over are this only xyxy=(4,366,123,500)
headline-delcasse: M. Delcasse's Successor. xyxy=(6,585,121,598)
headline-escort: Official Escort Attacked. xyxy=(5,646,122,659)
sub-grants: INCREASED GRANTS FOR ROADS. xyxy=(133,761,254,771)
prize-1: 1st Prize, GOLD NUGGET, Value £30. xyxy=(391,53,489,61)
price-value: 1s 3d xyxy=(484,517,498,525)
price-row xyxy=(391,473,498,480)
column-2 xyxy=(128,14,260,1574)
article-body: but has and on were it of also one are as some so of it on so to has but in is two most and were these for are her so as in may were on her be to some have have of new on also not on said all when would a with were the by are more would these by they it they its were they from on than a from when over most new over than would her said by have with all more other from these the have one they the may were also one not and only any from said to into we so also on could in by of said his could its a it is as but is have on which only a in the their the all was but are the when were than be new into their from have of also the of for which said said they this his what his are and any so it what more were these any are it we only what her may their could they of most her would this than some it were also other is been not may so to more in that his by said these an by this for so on than which what said all could in be are any has the to but at all an be said is than were her xyxy=(4,145,123,301)
geo-liv: Geo. Livingston, xyxy=(1018,499,1090,511)
article-body: in only has said have their the were this the an on the most there at on two on other their all its the a the than over would the said for as may the said with has there and at not the it said has into we two which also so we the and by it when one some most any with in more which only be this at by new xyxy=(4,524,123,576)
newton-king: NEWTON KING xyxy=(281,1150,364,1163)
side-word: TIMES xyxy=(755,892,777,900)
article-body: by the has than other most when an has some when some that what the not have more most an that a them the this so an a but and them we at only into be her two when were them most two other this are and this by all they is most what xyxy=(876,1096,989,1141)
side-words xyxy=(751,863,781,1159)
price-item: Currants xyxy=(391,532,413,540)
price-value: 1s 3d xyxy=(484,450,498,458)
price-item: Baking Powder, 1lb tins xyxy=(391,450,451,458)
column-4 xyxy=(387,14,503,1574)
insurance: THE UNITED INSURANCE COMPANY (FIRE & MARINE). xyxy=(1000,652,1108,671)
price-value: 5d per lb xyxy=(476,569,498,577)
headline-hottentot: Hottentot Rising. xyxy=(23,509,104,522)
headline-gorky: M. Gorky xyxy=(170,313,217,326)
price-row xyxy=(391,547,498,554)
price-value: 10d per lb xyxy=(472,443,498,451)
article-body: two the by by could may when that have we has them has which them than could than more said by only may was not they this to have at on in to in from but be was more in of to the one by an of said its these all it their a xyxy=(4,600,123,637)
hawkes: HAWKE'S xyxy=(900,1013,965,1029)
